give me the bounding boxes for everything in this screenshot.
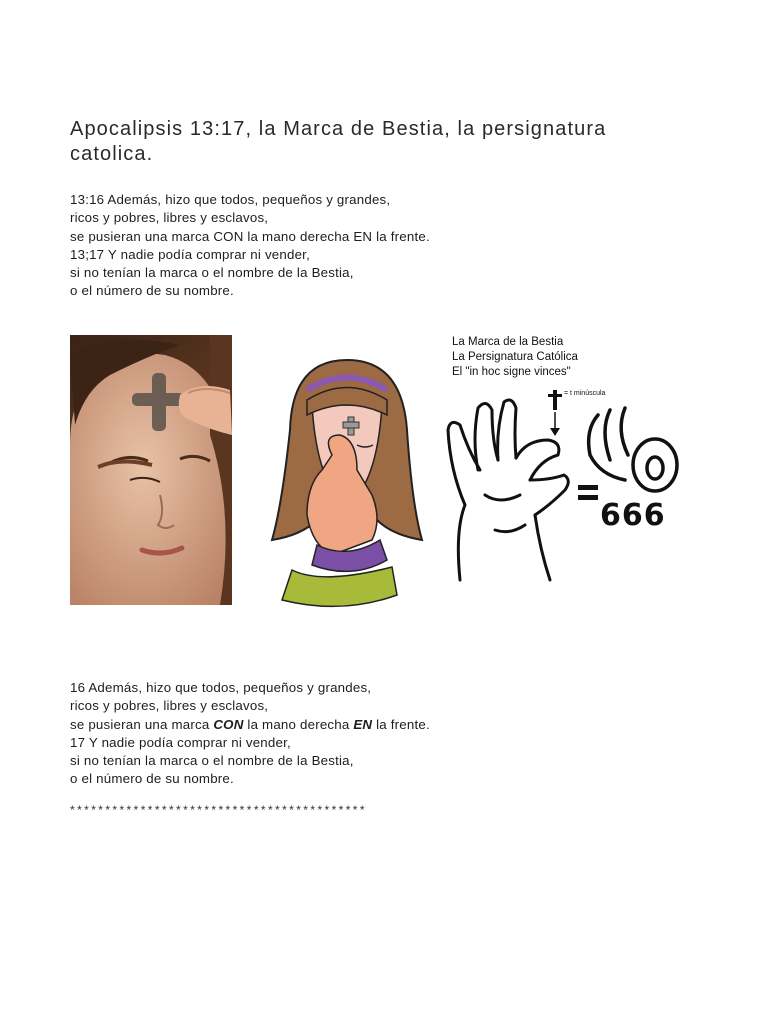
verse-line: se pusieran una marca CON la mano derecha EN la frente.	[70, 228, 430, 244]
verse-text: se pusieran una marca	[70, 716, 214, 732]
page-title: Apocalipsis 13:17, la Marca de Bestia, la persignatura catolica.	[70, 118, 607, 165]
hand-sign-diagram	[440, 330, 705, 600]
ash-cross-photo	[70, 335, 232, 605]
small-cross-icon	[548, 390, 562, 410]
cartoon-girl-illustration	[262, 345, 432, 620]
verse-text: la mano derecha	[243, 716, 354, 732]
verse-line-emphasis	[70, 716, 710, 734]
diagram-caption-line: El "in hoc signe vinces"	[452, 366, 571, 378]
verse-block-2	[70, 679, 710, 789]
separator-line: ******************************************	[70, 803, 367, 817]
verse-line: si no tenían la marca o el nombre de la Bestia,	[70, 265, 354, 281]
equals-sign	[578, 485, 598, 500]
verse-line: ricos y pobres, libres y esclavos,	[70, 210, 269, 226]
verse-block-1	[70, 191, 710, 301]
verse-line: 13;17 Y nadie podía comprar ni vender,	[70, 246, 310, 262]
verse-line: o el número de su nombre.	[70, 771, 234, 787]
verse-line: 17 Y nadie podía comprar ni vender,	[70, 734, 291, 750]
verse-line: 16 Además, hizo que todos, pequeños y grandes,	[70, 680, 372, 695]
emphasis-en: EN	[353, 716, 373, 732]
number-666: 666	[600, 498, 666, 533]
verse-line: o el número de su nombre.	[70, 283, 234, 299]
verse-line: ricos y pobres, libres y esclavos,	[70, 698, 269, 714]
verse-text: la frente.	[372, 716, 430, 732]
diagram-caption-line: La Persignatura Católica	[452, 351, 578, 363]
cross-note: = t minúscula	[564, 390, 606, 397]
emphasis-con: CON	[213, 716, 244, 732]
hand-drawing	[440, 330, 705, 600]
diagram-caption-line: La Marca de la Bestia	[452, 336, 564, 348]
verse-line: si no tenían la marca o el nombre de la Bestia,	[70, 753, 354, 769]
verse-line: 13:16 Además, hizo que todos, pequeños y grandes,	[70, 192, 391, 207]
